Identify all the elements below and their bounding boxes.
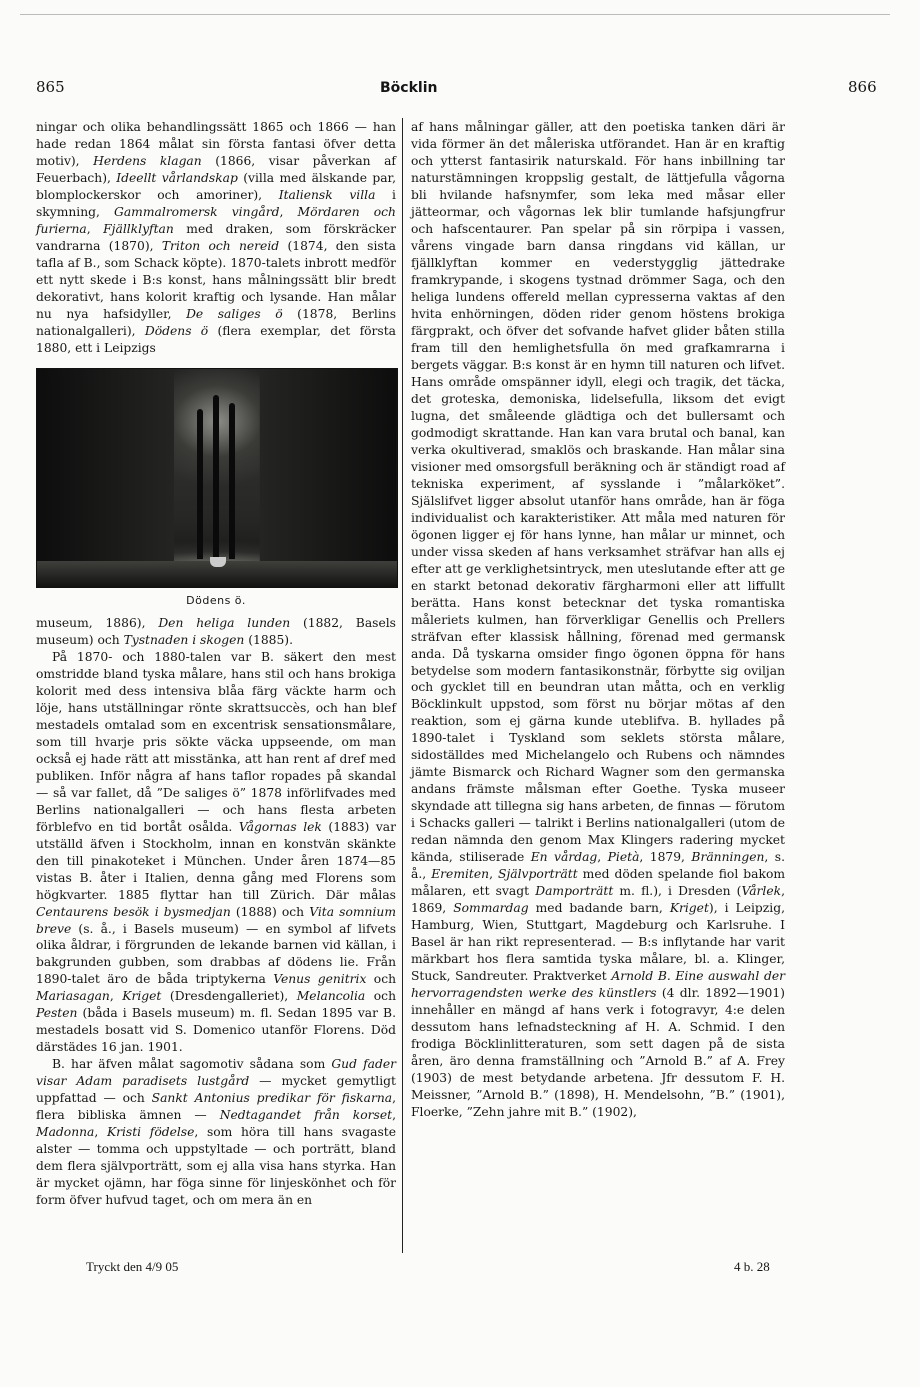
right-column	[411, 119, 785, 1121]
artwork-title: Fjällklyftan	[103, 221, 174, 236]
text-run: (1883) var utställd äfven i Stockholm, innan en konstvän skänkte den till pinakoteket i München. Under åren 1874—85 vistas B. åter i Italien, denna gång med Florens som högkvarter. 1885 flyttar han till Zürich. Där målas	[36, 819, 397, 902]
text-run: , som höra till hans svagaste alster — tomma och uppstyltade — och porträtt, bland dem flera självporträtt, som ej alla visa hans styrka. Han är mycket ojämn, har föga sinne för linjeskönhet och för form öfver hufvud taget, och om mera än en	[36, 1125, 397, 1208]
artwork-title: Madonna	[36, 1125, 95, 1140]
artwork-title: Ideellt vårlandskap	[116, 170, 238, 185]
artwork-title: Kriget	[122, 989, 162, 1004]
artwork-title: Nedtagandet från korset	[219, 1108, 393, 1123]
photo-cliff-right	[260, 369, 397, 587]
artwork-title: Sankt Antonius predikar för fiskarna	[151, 1091, 393, 1106]
text-run: ,	[109, 989, 123, 1004]
text-run: med badande barn,	[528, 901, 670, 916]
text-run: ningar och olika behandlingssätt 1865 och 1866 — han hade redan 1864 målat sin första fantasi öfver detta motiv),	[36, 120, 396, 168]
artwork-title: Triton och nereid	[161, 238, 280, 253]
page-number-left: 865	[36, 78, 65, 96]
text-run: (Dresdengalleriet),	[161, 989, 297, 1004]
artwork-title: Damporträtt	[535, 884, 614, 899]
artwork-title: Melancolia	[296, 989, 366, 1004]
photo-boat	[210, 557, 226, 567]
text-run: ,	[489, 867, 499, 882]
artwork-title: Mariasagan	[36, 989, 110, 1004]
text-run: (4 dlr. 1892—1901) innehåller en mängd af hans verk i fotogravyr, 4:e delen dessutom hans lefnadsteckning af H. A. Schmid. I den frodiga Böcklinlitteraturen, som sett dagen på de sista åren, äro denna framställning och ”Arnold B.” af A. Frey (1903) de mest betydande arbetena. Jfr dessutom F. H. Meissner, ”Arnold B.” (1898), H. Mendelsohn, ”B.” (1901), Floerke, ”Zehn jahre mit B.” (1902),	[411, 986, 785, 1120]
artwork-title: Vita somnium breve	[36, 904, 396, 936]
photo-cypress	[229, 403, 235, 559]
text-run: (båda i Basels museum) m. fl. Sedan 1895 var B. mestadels bosatt vid S. Domenico utanför Florens. Död därstädes 16 jan. 1901.	[36, 1006, 396, 1055]
top-rule	[20, 14, 890, 15]
artwork-title: Pietà	[607, 850, 640, 865]
artwork-title: Italiensk villa	[278, 187, 376, 202]
text-run: ,	[279, 204, 298, 219]
text-run: B. har äfven målat sagomotiv sådana som	[52, 1057, 332, 1072]
text-run: af hans målningar gäller, att den poetiska tanken däri är vida förmer än det måleriska utförandet. Han är en kraftig och ytterst fantasirik naturskald. För hans inbillning tar naturstämningen kroppslig gestalt, de lättjefulla vågorna bli hvilande hafsnymfer, som leka med måsar eller jätteormar, och vågornas lek blir tumlande hafsjungfrur och hafscentaurer. Pan spelar på sin rörpipa i vassen, vårens vingade barn dansa ringdans vid källan, ur fjällklyftan kommer en vederstygglig jättedrake framkrypande, i skogens tystnad drömmer Saga, och den heliga lundens offereld mellan cypresserna vaktas af den hvita enhörningen, döden rider genom höstens brokiga färgprakt, och öfver det sofvande hafvet glider båten stilla fram till den hemlighetsfulla ön med grafkamrarna i bergets väggar. B:s konst är en hymn till naturen och lifvet. Hans område omspänner idyll, elegi och tragik, det täcka, det groteska, demoniska, lidelsefulla, liksom det evigt lugna, det småleende glädtiga och det bullersamt och godmodigt skrattande. Han kan vara brutal och banal, kan verka okultiverad, smaklös och braskande. Han målar sina visioner med omsorgsfull beräkning och är ständigt road af tekniska experiment, af sysslande i ”målarköket”. Själslifvet ligger absolut utanför hans område, han är föga individualist och karakteristiker. Att måla med naturen för ögonen ligger ej för hans lynne, han målar ur minnet, och under vissa skeden af hans verksamhet sträfvar han alls ej efter att ge verklighetsintryck, men uteslutande efter att ge en starkt betonad dekorativ färgharmoni eller att liffullt berätta. Hans konst betecknar det tyska romantiska måleriets kulmen, han förverkligar Genellis och Prellers sträfvan efter klassisk hållning, förenad med germansk anda. Då tyskarna omsider fingo ögonen öppna för hans betydelse som modern fantasikonstnär, förbytte sig oviljan och gycklet till en beundran utan måtta, och en verklig Böcklinkult uppstod, som först nu börjar mötas af den reaktion, som ej gärna kunde uteblifva. B. hyllades på 1890-talet i Tyskland som seklets största målare, sidoställdes med Michelangelo och Rubens och nämndes jämte Bismarck och Richard Wagner som den germanska andans främste målsman efter Goethe. Tyska museer skyndade att tillegna sig hans arbeten, de finnas — förutom i Schacks galleri — talrikt i Berlins nationalgalleri (utom de redan nämnda den genom Max Klingers radering mycket kända, stiliserade	[411, 120, 785, 865]
left-column	[36, 119, 396, 1209]
text-run: och	[366, 972, 397, 987]
text-run: (1882, Basels museum) och	[36, 615, 396, 647]
photo-caption: Dödens ö.	[186, 593, 246, 607]
paragraph-4	[36, 1056, 396, 1209]
artwork-title: Kriget	[669, 901, 709, 916]
artwork-title: Bränningen	[691, 850, 765, 865]
signature-mark: 4 b. 28	[734, 1259, 770, 1274]
artwork-title: Tystnaden i skogen	[123, 632, 245, 647]
text-run: och	[365, 989, 396, 1004]
artwork-title: Vårlek	[741, 884, 782, 899]
text-run: ,	[392, 1108, 396, 1123]
text-run: i skymning,	[36, 187, 396, 219]
text-run: museum, 1886),	[36, 615, 159, 630]
text-run: ,	[597, 850, 608, 865]
column-divider	[402, 118, 403, 1253]
text-run: m. fl.), i Dresden (	[613, 884, 742, 899]
paragraph-1	[36, 119, 396, 357]
artwork-title: Gammalromersk vingård	[114, 204, 280, 219]
paragraph-3	[36, 649, 396, 1057]
artwork-title: Kristi födelse	[106, 1125, 195, 1140]
painting-photo-isle-of-the-dead	[36, 368, 398, 588]
text-run: (1888) och	[230, 904, 310, 919]
artwork-title: Självporträtt	[498, 867, 578, 882]
artwork-title: En vårdag	[530, 850, 598, 865]
text-run: (1885).	[244, 632, 294, 647]
text-run: , 1869,	[411, 884, 785, 916]
text-run: På 1870- och 1880-talen var B. säkert den mest omstridde bland tyska målare, hans stil och hans brokiga kolorit med dess intensiva blåa färg väckte harm och löje, hans utställningar rönte skrattsuccès, och han blef mestadels omtalad som en excentrisk sensationsmålare, som till hvarje pris sökte väcka uppseende, om man också ej hade rätt att misstänka, att han rent af dref med publiken. Inför några af hans taflor ropades på skandal — så var fallet, då ”De saliges ö” 1878 införlifvades med Berlins nationalgalleri — och hans flesta arbeten förblefvo en tid bortåt osålda.	[36, 649, 396, 834]
artwork-title: Centaurens besök i bysmedjan	[36, 904, 231, 919]
text-run: med döden spelande fiol bakom målaren, ett svagt	[411, 867, 786, 899]
text-run: (villa med älskande par, blomplockerskor och amoriner),	[36, 170, 396, 202]
print-date: Tryckt den 4/9 05	[86, 1259, 179, 1274]
artwork-title: Pesten	[36, 1006, 78, 1021]
artwork-title: Sommardag	[453, 901, 529, 916]
running-title: Böcklin	[380, 80, 438, 96]
artwork-title: Vågornas lek	[238, 819, 322, 834]
artwork-title: Eremiten	[431, 867, 490, 882]
book-title: Arnold B. Eine auswahl der hervorragendsten werke des künstlers	[411, 969, 786, 1001]
artwork-title: Dödens ö	[144, 323, 209, 338]
paragraph-5	[411, 119, 785, 1121]
artwork-title: Gud fader visar Adam paradisets lustgård	[36, 1057, 396, 1089]
photo-cliff-left	[37, 369, 174, 587]
artwork-title: Mördaren och furierna	[36, 204, 396, 236]
text-run: ,	[86, 221, 104, 236]
artwork-title: Venus genitrix	[273, 972, 367, 987]
text-run: , flera bibliska ämnen —	[36, 1091, 396, 1123]
paragraph-2	[36, 615, 396, 649]
text-run: med draken, som förskräcker vandrarna (1870),	[36, 221, 396, 253]
page-number-right: 866	[848, 78, 877, 96]
artwork-title: Den heliga lunden	[158, 615, 291, 630]
text-run: ,	[94, 1125, 107, 1140]
text-run: (flera exemplar, det första 1880, ett i Leipzigs	[36, 323, 396, 355]
text-run: (1878, Berlins nationalgalleri),	[36, 306, 397, 338]
artwork-title: De saliges ö	[186, 306, 283, 321]
photo-cypress	[197, 409, 203, 559]
text-run: , s. å.,	[411, 850, 785, 882]
text-run: (1866, visar påverkan af Feuerbach),	[36, 153, 396, 185]
text-run: ), i Leipzig, Hamburg, Wien, Stuttgart, Magdeburg och Karlsruhe. I Basel är han rikt representerad. — B:s inflytande har varit märkbart hos flera samtida tyska målare, bl. a. Klinger, Stuck, Sandreuter. Praktverket	[411, 901, 785, 984]
artwork-title: Herdens klagan	[93, 153, 202, 168]
text-run: , 1879,	[639, 850, 692, 865]
text-run: — mycket gemytligt uppfattad — och	[36, 1074, 396, 1106]
text-run: (s. å., i Basels museum) — en symbol af lifvets olika åldrar, i förgrunden de lekande barnen vid källan, i bakgrunden gubben, som drabbas af dödens lie. Från 1890-talet äro de båda triptykerna	[36, 921, 396, 987]
text-run: (1874, den sista tafla af B., som Schack köpte). 1870-talets inbrott medför ett nytt skede i B:s konst, hans målningssätt blir bredt dekorativt, hans kolorit kraftig och lysande. Han målar nu nya hafsidyller,	[36, 238, 397, 321]
photo-cypress	[213, 395, 219, 559]
